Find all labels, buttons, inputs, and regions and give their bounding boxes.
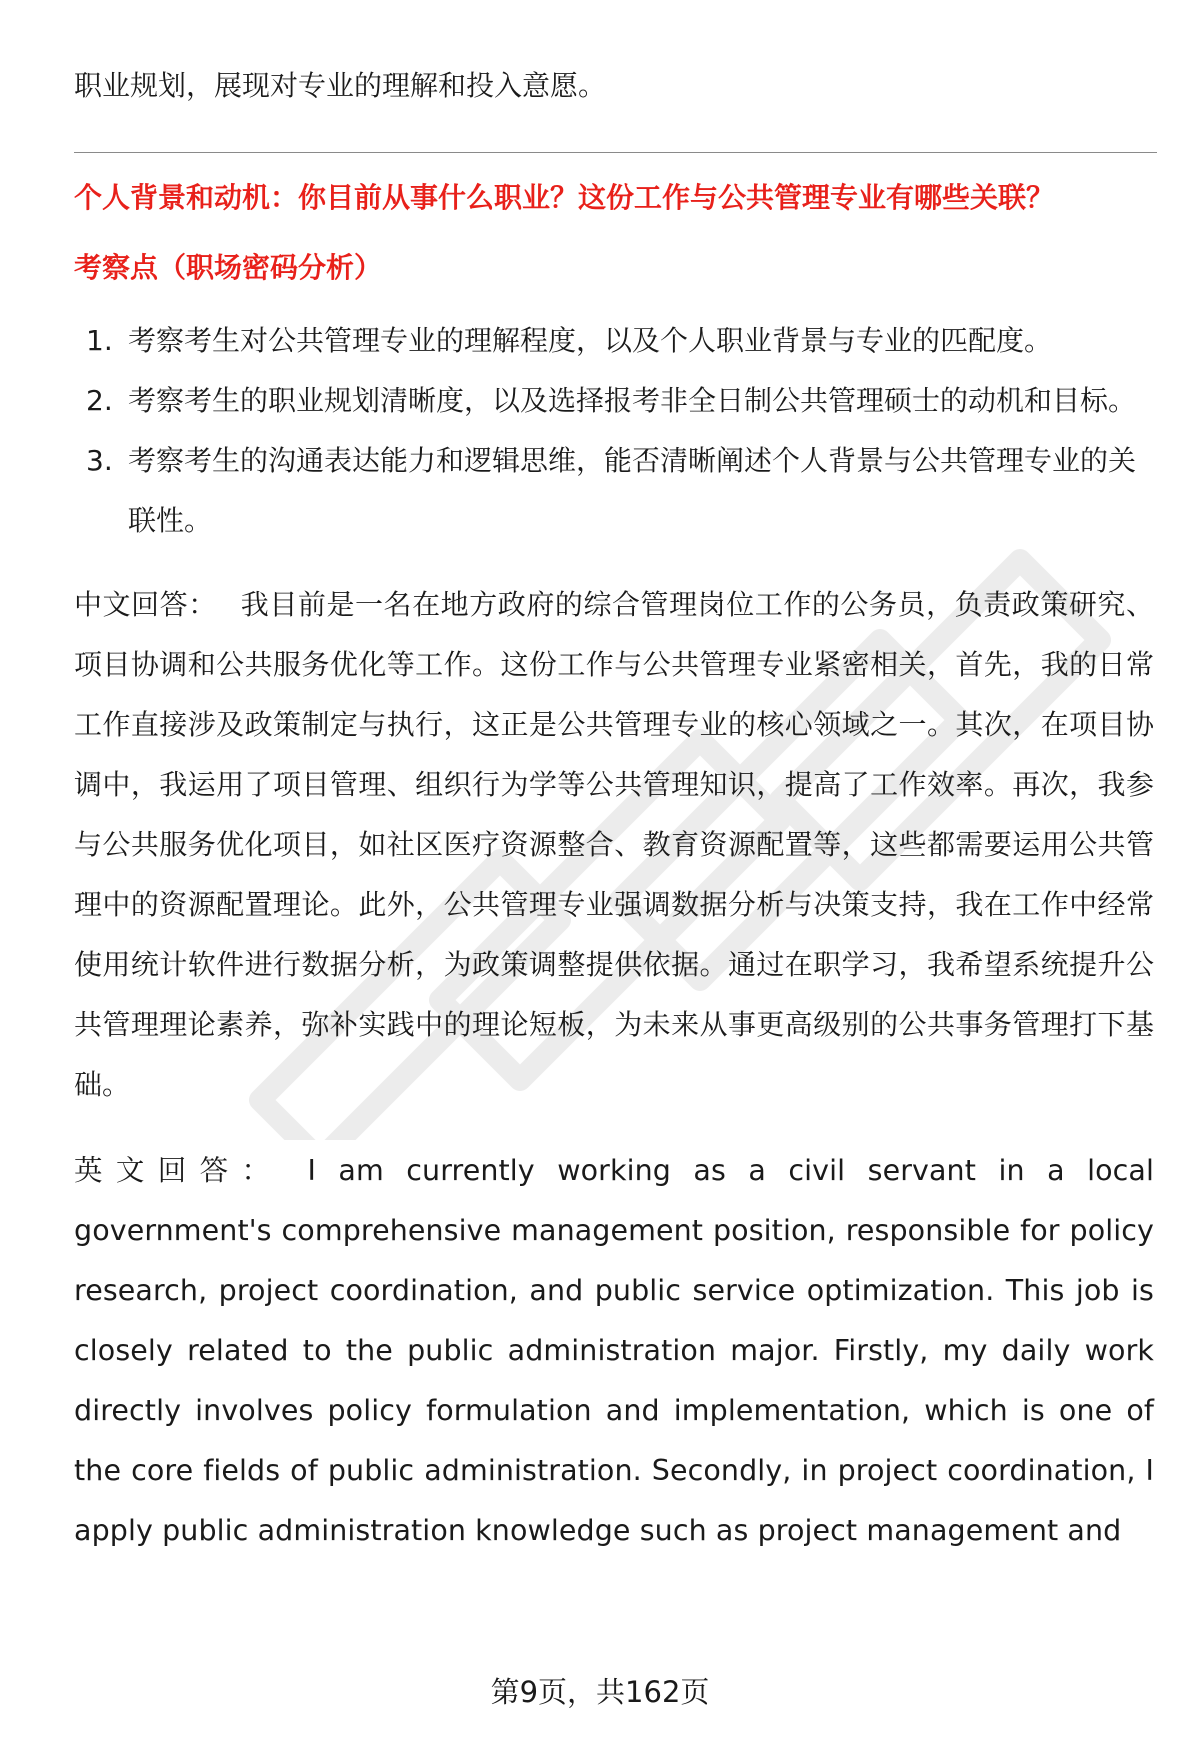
list-item-number: 2. <box>86 384 113 417</box>
page-content <box>74 56 1154 1561</box>
list-item <box>74 431 1154 551</box>
page-number-footer: 第9页，共162页 <box>490 1675 710 1709</box>
list-item-text: 考察考生对公共管理专业的理解程度，以及个人职业背景与专业的匹配度。 <box>128 324 1053 357</box>
list-item <box>74 371 1154 431</box>
question-heading: 个人背景和动机：你目前从事什么职业？这份工作与公共管理专业有哪些关联？ <box>74 181 1055 214</box>
section-divider <box>74 152 1157 153</box>
points-list <box>74 311 1154 551</box>
list-item-text: 考察考生的沟通表达能力和逻辑思维，能否清晰阐述个人背景与公共管理专业的关联性。 <box>128 444 1137 537</box>
list-item-number: 3. <box>86 444 113 477</box>
english-answer-label: 英文回答： <box>74 1154 284 1187</box>
intro-line: 职业规划，展现对专业的理解和投入意愿。 <box>74 69 607 102</box>
chinese-answer-label: 中文回答： <box>74 588 217 621</box>
english-answer-text: I am currently working as a civil servant in a local government's comprehensive management position, responsible for policy research, project coordination, and public service optimization. This job is closely related to the public administration major. Firstly, my daily work directly involves policy formulation and implementation, which is one of the core fields of public administration. Secondly, in project coordination, I apply public administration knowledge such as project management and <box>74 1154 1154 1547</box>
chinese-answer <box>74 575 1154 1115</box>
chinese-answer-text: 我目前是一名在地方政府的综合管理岗位工作的公务员，负责政策研究、项目协调和公共服务优化等工作。这份工作与公共管理专业紧密相关，首先，我的日常工作直接涉及政策制定与执行，这正是公共管理专业的核心领域之一。其次，在项目协调中，我运用了项目管理、组织行为学等公共管理知识，提高了工作效率。再次，我参与公共服务优化项目，如社区医疗资源整合、教育资源配置等，这些都需要运用公共管理中的资源配置理论。此外，公共管理专业强调数据分析与决策支持，我在工作中经常使用统计软件进行数据分析，为政策调整提供依据。通过在职学习，我希望系统提升公共管理理论素养，弥补实践中的理论短板，为未来从事更高级别的公共事务管理打下基础。 <box>74 588 1154 1101</box>
list-item <box>74 311 1154 371</box>
points-heading: 考察点（职场密码分析） <box>74 251 383 284</box>
list-item-number: 1. <box>86 324 113 357</box>
english-answer <box>74 1141 1154 1561</box>
list-item-text: 考察考生的职业规划清晰度，以及选择报考非全日制公共管理硕士的动机和目标。 <box>128 384 1137 417</box>
